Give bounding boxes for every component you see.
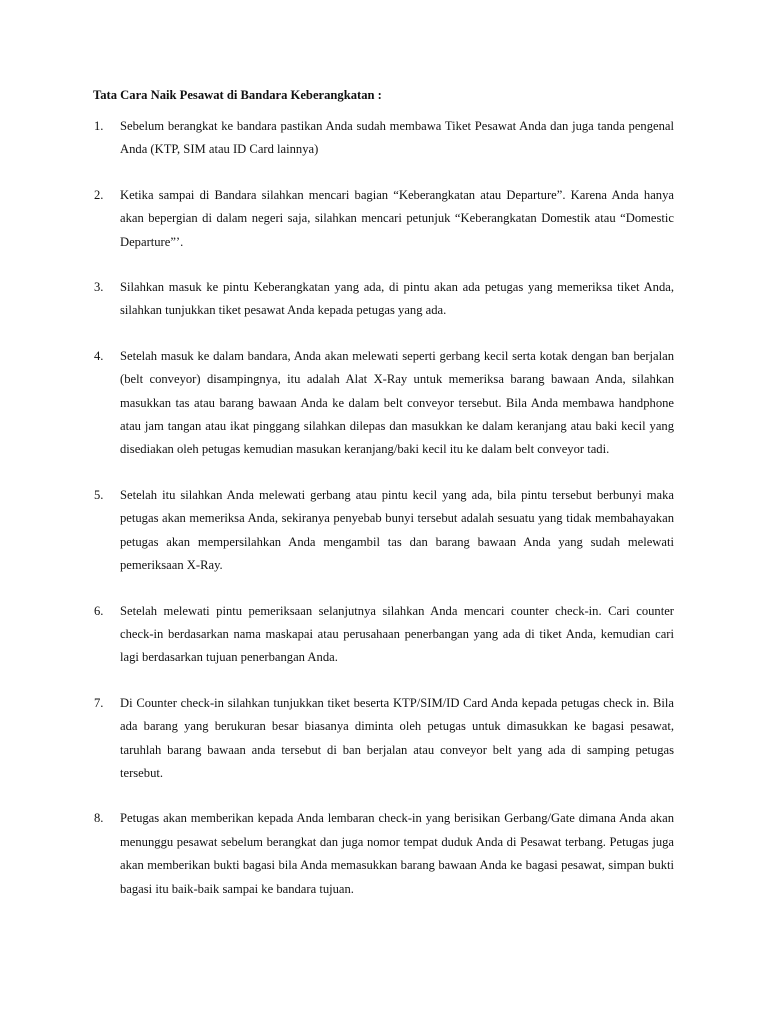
list-item-number: 5.	[94, 487, 104, 502]
list-item	[93, 484, 674, 578]
list-item	[93, 600, 674, 670]
list-item-number: 4.	[94, 348, 104, 363]
list-item-text: Ketika sampai di Bandara silahkan mencari bagian “Keberangkatan atau Departure”. Karena Anda hanya akan bepergian di dalam negeri saja, silahkan mencari petunjuk “Keberangkatan Domestik atau “Domestic Departure”’.	[120, 187, 674, 249]
list-item	[93, 184, 674, 254]
list-item-number: 8.	[94, 811, 104, 826]
list-item-number: 3.	[94, 280, 104, 295]
list-item-number: 2.	[94, 187, 104, 202]
list-item-text: Setelah itu silahkan Anda melewati gerbang atau pintu kecil yang ada, bila pintu tersebut berbunyi maka petugas akan memeriksa Anda, sekiranya penyebab bunyi tersebut adalah sesuatu yang tidak membahayakan petugas akan mempersilahkan Anda mengambil tas dan barang bawaan Anda yang sudah melewati pemeriksaan X-Ray.	[120, 487, 674, 573]
list-item-text: Setelah melewati pintu pemeriksaan selanjutnya silahkan Anda mencari counter check-in. Cari counter check-in berdasarkan nama maskapai atau perusahaan penerbangan yang ada di tiket Anda, kemudian cari lagi berdasarkan tujuan penerbangan Anda.	[120, 603, 674, 665]
list-item	[93, 345, 674, 462]
list-item-text: Di Counter check-in silahkan tunjukkan tiket beserta KTP/SIM/ID Card Anda kepada petugas check in. Bila ada barang yang berukuran besar biasanya diminta oleh petugas untuk dimasukkan ke bagasi pesawat, taruhlah barang bawaan anda tersebut di ban berjalan atau conveyor belt yang ada di samping petugas tersebut.	[120, 695, 674, 780]
steps-list	[93, 115, 674, 901]
list-item-text: Setelah masuk ke dalam bandara, Anda akan melewati seperti gerbang kecil serta kotak dengan ban berjalan (belt conveyor) disampingnya, itu adalah Alat X-Ray untuk memeriksa barang bawaan Anda, silahkan masukkan tas atau barang bawaan Anda ke dalam belt conveyor tersebut. Bila Anda membawa handphone atau jam tangan atau ikat pinggang silahkan dilepas dan masukkan ke dalam keranjang atau baki kecil yang disediakan oleh petugas kemudian masukan keranjang/baki kecil itu ke dalam belt conveyor tadi.	[120, 348, 674, 457]
list-item	[93, 807, 674, 901]
list-item	[93, 692, 674, 786]
list-item-number: 7.	[94, 695, 104, 710]
list-item	[93, 276, 674, 323]
list-item-number: 1.	[94, 119, 104, 133]
list-item-number: 6.	[94, 603, 104, 618]
list-item-text: Sebelum berangkat ke bandara pastikan Anda sudah membawa Tiket Pesawat Anda dan juga tanda pengenal Anda (KTP, SIM atau ID Card lainnya)	[120, 119, 674, 157]
list-item-text: Petugas akan memberikan kepada Anda lembaran check-in yang berisikan Gerbang/Gate dimana Anda akan menunggu pesawat sebelum berangkat dan juga nomor tempat duduk Anda di Pesawat terbang. Petugas juga akan memberikan bukti bagasi bila Anda memasukkan barang bawaan Anda ke bagasi pesawat, simpan bukti bagasi itu baik-baik sampai ke bandara tujuan.	[120, 811, 674, 896]
list-item-text: Silahkan masuk ke pintu Keberangkatan yang ada, di pintu akan ada petugas yang memeriksa tiket Anda, silahkan tunjukkan tiket pesawat Anda kepada petugas yang ada.	[120, 280, 674, 318]
list-item	[93, 115, 674, 162]
document-title: Tata Cara Naik Pesawat di Bandara Keberangkatan :	[93, 88, 382, 102]
